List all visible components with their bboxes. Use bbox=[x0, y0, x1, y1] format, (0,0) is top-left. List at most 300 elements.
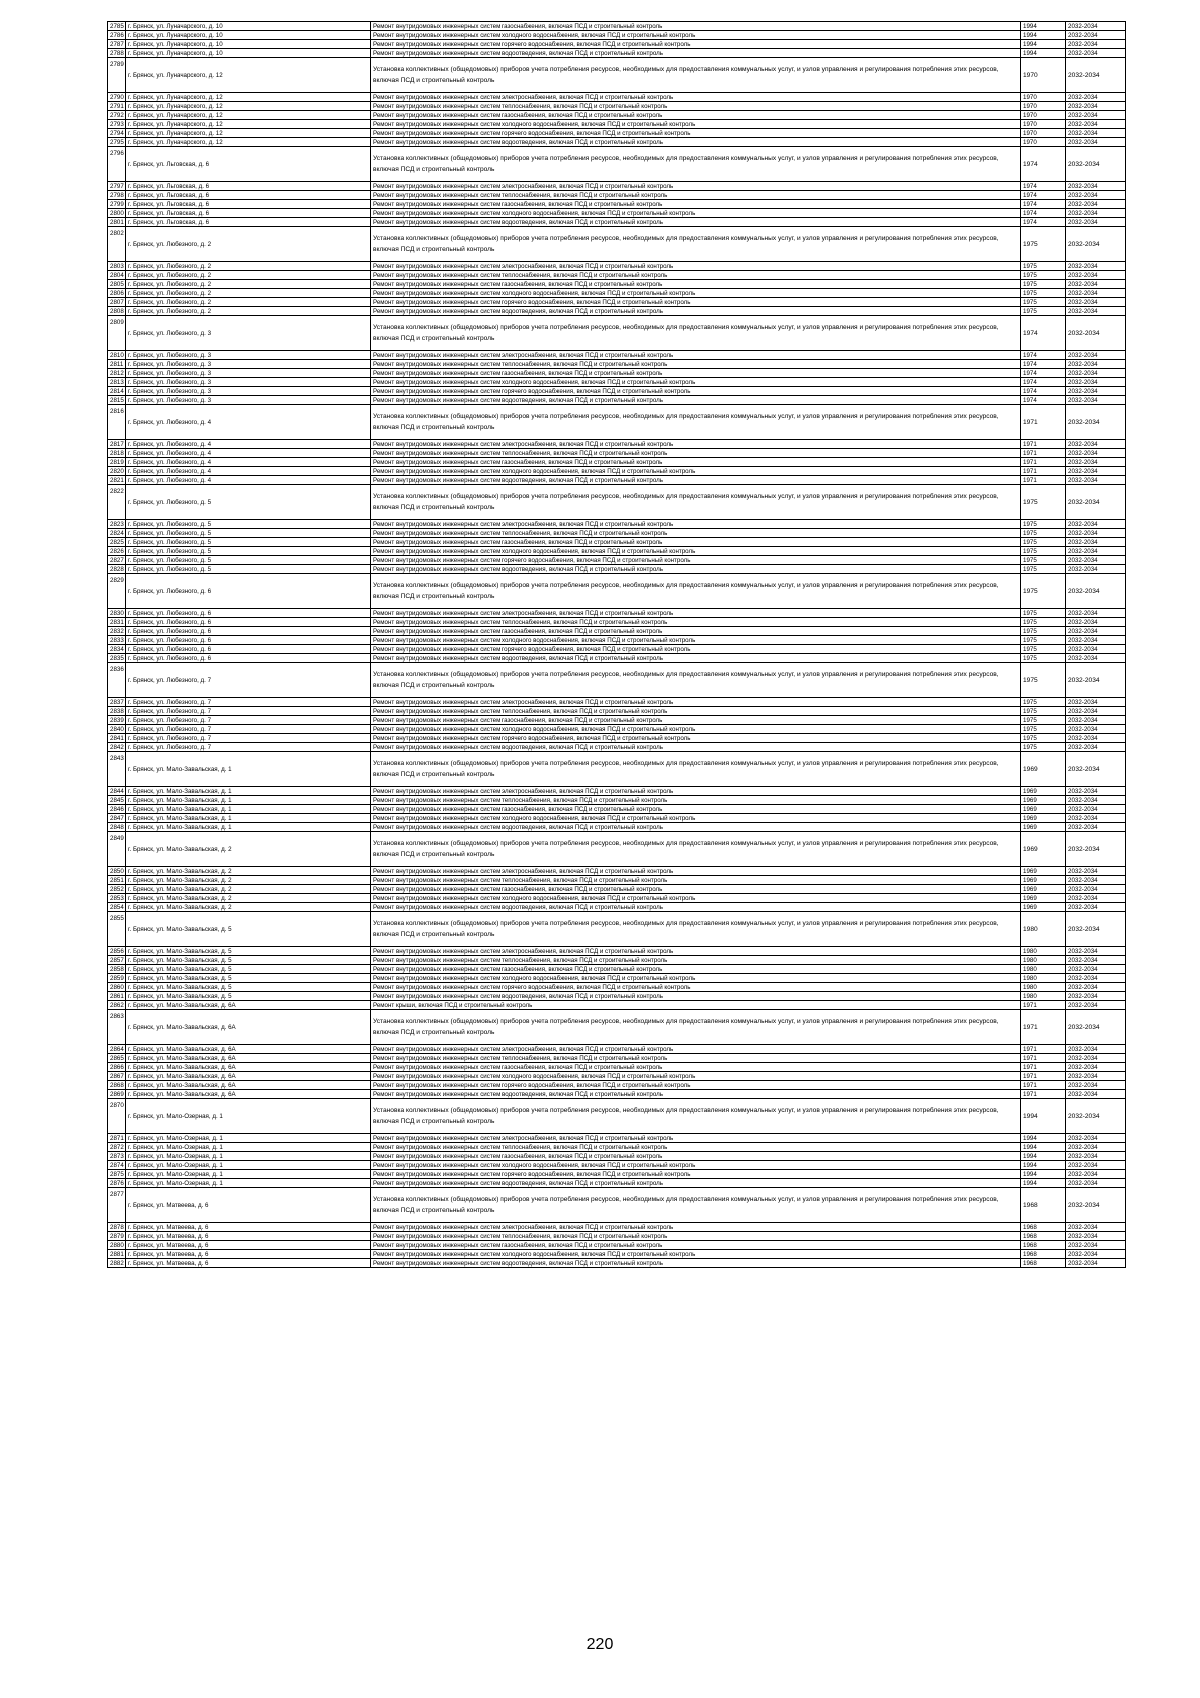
period-cell: 2032-2034 bbox=[1066, 965, 1126, 974]
table-row bbox=[108, 1081, 1126, 1090]
row-number: 2804 bbox=[108, 271, 126, 280]
row-number: 2840 bbox=[108, 725, 126, 734]
build-year-cell: 1975 bbox=[1021, 271, 1066, 280]
work-type-cell: Ремонт внутридомовых инженерных систем холодного водоснабжения, включая ПСД и строительный контроль bbox=[371, 378, 1021, 387]
period-cell: 2032-2034 bbox=[1066, 1099, 1126, 1134]
work-type-cell: Ремонт внутридомовых инженерных систем электроснабжения, включая ПСД и строительный контроль bbox=[371, 351, 1021, 360]
table-row bbox=[108, 1188, 1126, 1223]
address-cell: г. Брянск, ул. Любезного, д. 5 bbox=[126, 529, 371, 538]
table-row bbox=[108, 529, 1126, 538]
address-cell: г. Брянск, ул. Матвеева, д. 6 bbox=[126, 1250, 371, 1259]
address-cell: г. Брянск, ул. Любезного, д. 4 bbox=[126, 405, 371, 440]
period-cell: 2032-2034 bbox=[1066, 547, 1126, 556]
build-year-cell: 1970 bbox=[1021, 129, 1066, 138]
table-row bbox=[108, 947, 1126, 956]
period-cell: 2032-2034 bbox=[1066, 1063, 1126, 1072]
row-number: 2855 bbox=[108, 912, 126, 947]
work-type-cell: Ремонт внутридомовых инженерных систем холодного водоснабжения, включая ПСД и строительный контроль bbox=[371, 1161, 1021, 1170]
row-number: 2802 bbox=[108, 227, 126, 262]
work-type-cell: Ремонт внутридомовых инженерных систем горячего водоснабжения, включая ПСД и строительный контроль bbox=[371, 734, 1021, 743]
period-cell: 2032-2034 bbox=[1066, 191, 1126, 200]
period-cell: 2032-2034 bbox=[1066, 298, 1126, 307]
address-cell: г. Брянск, ул. Льговская, д. 6 bbox=[126, 209, 371, 218]
work-type-cell: Ремонт внутридомовых инженерных систем газоснабжения, включая ПСД и строительный контроль bbox=[371, 885, 1021, 894]
work-type-cell: Ремонт внутридомовых инженерных систем теплоснабжения, включая ПСД и строительный контроль bbox=[371, 102, 1021, 111]
address-cell: г. Брянск, ул. Мало-Завальская, д. 2 bbox=[126, 894, 371, 903]
address-cell: г. Брянск, ул. Мало-Завальская, д. 1 bbox=[126, 796, 371, 805]
row-number: 2815 bbox=[108, 396, 126, 405]
work-type-cell: Ремонт внутридомовых инженерных систем электроснабжения, включая ПСД и строительный контроль bbox=[371, 520, 1021, 529]
period-cell: 2032-2034 bbox=[1066, 1045, 1126, 1054]
address-cell: г. Брянск, ул. Мало-Озерная, д. 1 bbox=[126, 1152, 371, 1161]
row-number: 2827 bbox=[108, 556, 126, 565]
period-cell: 2032-2034 bbox=[1066, 663, 1126, 698]
build-year-cell: 1975 bbox=[1021, 547, 1066, 556]
work-type-cell: Установка коллективных (общедомовых) приборов учета потребления ресурсов, необходимых для предоставления коммунальных услуг, и узлов управления и регулирования потребления этих ресурсов, включая ПСД и строительный контроль bbox=[371, 574, 1021, 609]
row-number: 2882 bbox=[108, 1259, 126, 1268]
work-type-cell: Ремонт внутридомовых инженерных систем теплоснабжения, включая ПСД и строительный контроль bbox=[371, 618, 1021, 627]
row-number: 2872 bbox=[108, 1143, 126, 1152]
work-type-cell: Установка коллективных (общедомовых) приборов учета потребления ресурсов, необходимых для предоставления коммунальных услуг, и узлов управления и регулирования потребления этих ресурсов, включая ПСД и строительный контроль bbox=[371, 316, 1021, 351]
row-number: 2822 bbox=[108, 485, 126, 520]
table-row bbox=[108, 787, 1126, 796]
period-cell: 2032-2034 bbox=[1066, 440, 1126, 449]
build-year-cell: 1975 bbox=[1021, 645, 1066, 654]
row-number: 2859 bbox=[108, 974, 126, 983]
work-type-cell: Ремонт внутридомовых инженерных систем электроснабжения, включая ПСД и строительный контроль bbox=[371, 947, 1021, 956]
address-cell: г. Брянск, ул. Любезного, д. 5 bbox=[126, 538, 371, 547]
period-cell: 2032-2034 bbox=[1066, 1081, 1126, 1090]
period-cell: 2032-2034 bbox=[1066, 476, 1126, 485]
build-year-cell: 1975 bbox=[1021, 734, 1066, 743]
build-year-cell: 1980 bbox=[1021, 965, 1066, 974]
period-cell: 2032-2034 bbox=[1066, 894, 1126, 903]
period-cell: 2032-2034 bbox=[1066, 1072, 1126, 1081]
table-row bbox=[108, 396, 1126, 405]
work-type-cell: Ремонт внутридомовых инженерных систем электроснабжения, включая ПСД и строительный контроль bbox=[371, 698, 1021, 707]
address-cell: г. Брянск, ул. Матвеева, д. 6 bbox=[126, 1241, 371, 1250]
table-row bbox=[108, 476, 1126, 485]
row-number: 2811 bbox=[108, 360, 126, 369]
address-cell: г. Брянск, ул. Любезного, д. 7 bbox=[126, 734, 371, 743]
build-year-cell: 1975 bbox=[1021, 538, 1066, 547]
table-row bbox=[108, 1134, 1126, 1143]
period-cell: 2032-2034 bbox=[1066, 796, 1126, 805]
table-row bbox=[108, 182, 1126, 191]
table-row bbox=[108, 351, 1126, 360]
table-row bbox=[108, 983, 1126, 992]
row-number: 2823 bbox=[108, 520, 126, 529]
table-row bbox=[108, 485, 1126, 520]
period-cell: 2032-2034 bbox=[1066, 93, 1126, 102]
period-cell: 2032-2034 bbox=[1066, 1250, 1126, 1259]
period-cell: 2032-2034 bbox=[1066, 147, 1126, 182]
period-cell: 2032-2034 bbox=[1066, 627, 1126, 636]
row-number: 2814 bbox=[108, 387, 126, 396]
build-year-cell: 1974 bbox=[1021, 200, 1066, 209]
table-row bbox=[108, 1143, 1126, 1152]
build-year-cell: 1968 bbox=[1021, 1223, 1066, 1232]
period-cell: 2032-2034 bbox=[1066, 449, 1126, 458]
work-type-cell: Ремонт внутридомовых инженерных систем водоотведения, включая ПСД и строительный контроль bbox=[371, 823, 1021, 832]
period-cell: 2032-2034 bbox=[1066, 111, 1126, 120]
row-number: 2842 bbox=[108, 743, 126, 752]
row-number: 2851 bbox=[108, 876, 126, 885]
address-cell: г. Брянск, ул. Любезного, д. 4 bbox=[126, 458, 371, 467]
period-cell: 2032-2034 bbox=[1066, 565, 1126, 574]
period-cell: 2032-2034 bbox=[1066, 387, 1126, 396]
build-year-cell: 1994 bbox=[1021, 49, 1066, 58]
address-cell: г. Брянск, ул. Любезного, д. 4 bbox=[126, 476, 371, 485]
period-cell: 2032-2034 bbox=[1066, 31, 1126, 40]
row-number: 2852 bbox=[108, 885, 126, 894]
row-number: 2845 bbox=[108, 796, 126, 805]
document-sheet bbox=[107, 21, 1126, 1268]
row-number: 2798 bbox=[108, 191, 126, 200]
row-number: 2824 bbox=[108, 529, 126, 538]
build-year-cell: 1971 bbox=[1021, 1081, 1066, 1090]
row-number: 2801 bbox=[108, 218, 126, 227]
build-year-cell: 1971 bbox=[1021, 1045, 1066, 1054]
address-cell: г. Брянск, ул. Любезного, д. 2 bbox=[126, 307, 371, 316]
period-cell: 2032-2034 bbox=[1066, 227, 1126, 262]
build-year-cell: 1974 bbox=[1021, 378, 1066, 387]
period-cell: 2032-2034 bbox=[1066, 574, 1126, 609]
work-type-cell: Ремонт внутридомовых инженерных систем теплоснабжения, включая ПСД и строительный контроль bbox=[371, 271, 1021, 280]
build-year-cell: 1969 bbox=[1021, 814, 1066, 823]
period-cell: 2032-2034 bbox=[1066, 867, 1126, 876]
address-cell: г. Брянск, ул. Любезного, д. 2 bbox=[126, 227, 371, 262]
build-year-cell: 1974 bbox=[1021, 191, 1066, 200]
row-number: 2848 bbox=[108, 823, 126, 832]
build-year-cell: 1975 bbox=[1021, 654, 1066, 663]
row-number: 2854 bbox=[108, 903, 126, 912]
row-number: 2828 bbox=[108, 565, 126, 574]
address-cell: г. Брянск, ул. Любезного, д. 7 bbox=[126, 663, 371, 698]
table-row bbox=[108, 556, 1126, 565]
build-year-cell: 1970 bbox=[1021, 138, 1066, 147]
period-cell: 2032-2034 bbox=[1066, 49, 1126, 58]
address-cell: г. Брянск, ул. Мало-Завальская, д. 5 bbox=[126, 983, 371, 992]
build-year-cell: 1975 bbox=[1021, 636, 1066, 645]
period-cell: 2032-2034 bbox=[1066, 992, 1126, 1001]
row-number: 2876 bbox=[108, 1179, 126, 1188]
table-row bbox=[108, 1152, 1126, 1161]
table-row bbox=[108, 707, 1126, 716]
build-year-cell: 1975 bbox=[1021, 298, 1066, 307]
row-number: 2864 bbox=[108, 1045, 126, 1054]
table-row bbox=[108, 538, 1126, 547]
work-type-cell: Ремонт внутридомовых инженерных систем водоотведения, включая ПСД и строительный контроль bbox=[371, 307, 1021, 316]
address-cell: г. Брянск, ул. Любезного, д. 7 bbox=[126, 698, 371, 707]
work-type-cell: Ремонт внутридомовых инженерных систем теплоснабжения, включая ПСД и строительный контроль bbox=[371, 529, 1021, 538]
table-row bbox=[108, 1179, 1126, 1188]
build-year-cell: 1980 bbox=[1021, 912, 1066, 947]
table-row bbox=[108, 191, 1126, 200]
work-type-cell: Ремонт внутридомовых инженерных систем горячего водоснабжения, включая ПСД и строительный контроль bbox=[371, 298, 1021, 307]
address-cell: г. Брянск, ул. Льговская, д. 6 bbox=[126, 200, 371, 209]
address-cell: г. Брянск, ул. Любезного, д. 6 bbox=[126, 636, 371, 645]
build-year-cell: 1969 bbox=[1021, 894, 1066, 903]
address-cell: г. Брянск, ул. Любезного, д. 2 bbox=[126, 262, 371, 271]
address-cell: г. Брянск, ул. Луначарского, д. 12 bbox=[126, 120, 371, 129]
row-number: 2839 bbox=[108, 716, 126, 725]
row-number: 2810 bbox=[108, 351, 126, 360]
period-cell: 2032-2034 bbox=[1066, 654, 1126, 663]
build-year-cell: 1974 bbox=[1021, 182, 1066, 191]
period-cell: 2032-2034 bbox=[1066, 1054, 1126, 1063]
build-year-cell: 1994 bbox=[1021, 31, 1066, 40]
row-number: 2868 bbox=[108, 1081, 126, 1090]
row-number: 2849 bbox=[108, 832, 126, 867]
address-cell: г. Брянск, ул. Любезного, д. 6 bbox=[126, 618, 371, 627]
period-cell: 2032-2034 bbox=[1066, 805, 1126, 814]
work-type-cell: Установка коллективных (общедомовых) приборов учета потребления ресурсов, необходимых для предоставления коммунальных услуг, и узлов управления и регулирования потребления этих ресурсов, включая ПСД и строительный контроль bbox=[371, 405, 1021, 440]
build-year-cell: 1980 bbox=[1021, 983, 1066, 992]
table-row bbox=[108, 102, 1126, 111]
build-year-cell: 1975 bbox=[1021, 280, 1066, 289]
table-row bbox=[108, 609, 1126, 618]
row-number: 2816 bbox=[108, 405, 126, 440]
work-type-cell: Ремонт внутридомовых инженерных систем газоснабжения, включая ПСД и строительный контроль bbox=[371, 805, 1021, 814]
address-cell: г. Брянск, ул. Любезного, д. 4 bbox=[126, 467, 371, 476]
build-year-cell: 1994 bbox=[1021, 1152, 1066, 1161]
work-type-cell: Ремонт внутридомовых инженерных систем холодного водоснабжения, включая ПСД и строительный контроль bbox=[371, 894, 1021, 903]
work-type-cell: Ремонт внутридомовых инженерных систем водоотведения, включая ПСД и строительный контроль bbox=[371, 1259, 1021, 1268]
period-cell: 2032-2034 bbox=[1066, 369, 1126, 378]
build-year-cell: 1994 bbox=[1021, 1161, 1066, 1170]
period-cell: 2032-2034 bbox=[1066, 58, 1126, 93]
table-row bbox=[108, 271, 1126, 280]
build-year-cell: 1980 bbox=[1021, 947, 1066, 956]
period-cell: 2032-2034 bbox=[1066, 725, 1126, 734]
address-cell: г. Брянск, ул. Любезного, д. 6 bbox=[126, 645, 371, 654]
period-cell: 2032-2034 bbox=[1066, 832, 1126, 867]
table-row bbox=[108, 467, 1126, 476]
work-type-cell: Ремонт внутридомовых инженерных систем теплоснабжения, включая ПСД и строительный контроль bbox=[371, 876, 1021, 885]
address-cell: г. Брянск, ул. Мало-Завальская, д. 1 bbox=[126, 787, 371, 796]
row-number: 2862 bbox=[108, 1001, 126, 1010]
build-year-cell: 1971 bbox=[1021, 1001, 1066, 1010]
period-cell: 2032-2034 bbox=[1066, 271, 1126, 280]
table-row bbox=[108, 627, 1126, 636]
build-year-cell: 1971 bbox=[1021, 467, 1066, 476]
build-year-cell: 1975 bbox=[1021, 485, 1066, 520]
work-type-cell: Ремонт внутридомовых инженерных систем горячего водоснабжения, включая ПСД и строительный контроль bbox=[371, 645, 1021, 654]
build-year-cell: 1971 bbox=[1021, 405, 1066, 440]
row-number: 2875 bbox=[108, 1170, 126, 1179]
work-type-cell: Установка коллективных (общедомовых) приборов учета потребления ресурсов, необходимых для предоставления коммунальных услуг, и узлов управления и регулирования потребления этих ресурсов, включая ПСД и строительный контроль bbox=[371, 227, 1021, 262]
row-number: 2867 bbox=[108, 1072, 126, 1081]
row-number: 2821 bbox=[108, 476, 126, 485]
work-type-cell: Ремонт внутридомовых инженерных систем водоотведения, включая ПСД и строительный контроль bbox=[371, 565, 1021, 574]
row-number: 2795 bbox=[108, 138, 126, 147]
table-row bbox=[108, 316, 1126, 351]
work-type-cell: Ремонт внутридомовых инженерных систем водоотведения, включая ПСД и строительный контроль bbox=[371, 396, 1021, 405]
work-type-cell: Ремонт внутридомовых инженерных систем холодного водоснабжения, включая ПСД и строительный контроль bbox=[371, 547, 1021, 556]
address-cell: г. Брянск, ул. Мало-Завальская, д. 6А bbox=[126, 1010, 371, 1045]
table-row bbox=[108, 1259, 1126, 1268]
row-number: 2833 bbox=[108, 636, 126, 645]
build-year-cell: 1970 bbox=[1021, 58, 1066, 93]
build-year-cell: 1975 bbox=[1021, 574, 1066, 609]
period-cell: 2032-2034 bbox=[1066, 102, 1126, 111]
period-cell: 2032-2034 bbox=[1066, 485, 1126, 520]
period-cell: 2032-2034 bbox=[1066, 529, 1126, 538]
address-cell: г. Брянск, ул. Любезного, д. 7 bbox=[126, 716, 371, 725]
build-year-cell: 1970 bbox=[1021, 111, 1066, 120]
row-number: 2791 bbox=[108, 102, 126, 111]
row-number: 2806 bbox=[108, 289, 126, 298]
work-type-cell: Ремонт внутридомовых инженерных систем водоотведения, включая ПСД и строительный контроль bbox=[371, 138, 1021, 147]
work-type-cell: Установка коллективных (общедомовых) приборов учета потребления ресурсов, необходимых для предоставления коммунальных услуг, и узлов управления и регулирования потребления этих ресурсов, включая ПСД и строительный контроль bbox=[371, 752, 1021, 787]
row-number: 2789 bbox=[108, 58, 126, 93]
work-type-cell: Установка коллективных (общедомовых) приборов учета потребления ресурсов, необходимых для предоставления коммунальных услуг, и узлов управления и регулирования потребления этих ресурсов, включая ПСД и строительный контроль bbox=[371, 1010, 1021, 1045]
address-cell: г. Брянск, ул. Мало-Завальская, д. 1 bbox=[126, 752, 371, 787]
table-row bbox=[108, 218, 1126, 227]
address-cell: г. Брянск, ул. Мало-Завальская, д. 2 bbox=[126, 832, 371, 867]
row-number: 2877 bbox=[108, 1188, 126, 1223]
row-number: 2856 bbox=[108, 947, 126, 956]
period-cell: 2032-2034 bbox=[1066, 1010, 1126, 1045]
work-type-cell: Установка коллективных (общедомовых) приборов учета потребления ресурсов, необходимых для предоставления коммунальных услуг, и узлов управления и регулирования потребления этих ресурсов, включая ПСД и строительный контроль bbox=[371, 1188, 1021, 1223]
table-row bbox=[108, 645, 1126, 654]
table-row bbox=[108, 31, 1126, 40]
address-cell: г. Брянск, ул. Мало-Завальская, д. 5 bbox=[126, 956, 371, 965]
build-year-cell: 1968 bbox=[1021, 1188, 1066, 1223]
build-year-cell: 1968 bbox=[1021, 1250, 1066, 1259]
period-cell: 2032-2034 bbox=[1066, 974, 1126, 983]
address-cell: г. Брянск, ул. Луначарского, д. 10 bbox=[126, 31, 371, 40]
build-year-cell: 1974 bbox=[1021, 387, 1066, 396]
work-type-cell: Ремонт внутридомовых инженерных систем горячего водоснабжения, включая ПСД и строительный контроль bbox=[371, 1081, 1021, 1090]
work-type-cell: Ремонт внутридомовых инженерных систем электроснабжения, включая ПСД и строительный контроль bbox=[371, 787, 1021, 796]
work-type-cell: Ремонт внутридомовых инженерных систем газоснабжения, включая ПСД и строительный контроль bbox=[371, 200, 1021, 209]
build-year-cell: 1971 bbox=[1021, 1063, 1066, 1072]
period-cell: 2032-2034 bbox=[1066, 609, 1126, 618]
build-year-cell: 1975 bbox=[1021, 743, 1066, 752]
work-type-cell: Установка коллективных (общедомовых) приборов учета потребления ресурсов, необходимых для предоставления коммунальных услуг, и узлов управления и регулирования потребления этих ресурсов, включая ПСД и строительный контроль bbox=[371, 485, 1021, 520]
table-row bbox=[108, 129, 1126, 138]
period-cell: 2032-2034 bbox=[1066, 636, 1126, 645]
table-row bbox=[108, 974, 1126, 983]
page-number: 220 bbox=[586, 1636, 614, 1653]
table-row bbox=[108, 734, 1126, 743]
row-number: 2853 bbox=[108, 894, 126, 903]
address-cell: г. Брянск, ул. Мало-Завальская, д. 2 bbox=[126, 885, 371, 894]
row-number: 2858 bbox=[108, 965, 126, 974]
work-type-cell: Ремонт внутридомовых инженерных систем холодного водоснабжения, включая ПСД и строительный контроль bbox=[371, 974, 1021, 983]
row-number: 2836 bbox=[108, 663, 126, 698]
build-year-cell: 1969 bbox=[1021, 752, 1066, 787]
address-cell: г. Брянск, ул. Луначарского, д. 12 bbox=[126, 129, 371, 138]
row-number: 2803 bbox=[108, 262, 126, 271]
address-cell: г. Брянск, ул. Луначарского, д. 10 bbox=[126, 22, 371, 31]
build-year-cell: 1975 bbox=[1021, 289, 1066, 298]
address-cell: г. Брянск, ул. Льговская, д. 6 bbox=[126, 191, 371, 200]
table-row bbox=[108, 636, 1126, 645]
work-type-cell: Ремонт внутридомовых инженерных систем холодного водоснабжения, включая ПСД и строительный контроль bbox=[371, 209, 1021, 218]
address-cell: г. Брянск, ул. Любезного, д. 5 bbox=[126, 485, 371, 520]
build-year-cell: 1975 bbox=[1021, 716, 1066, 725]
table-row bbox=[108, 227, 1126, 262]
work-type-cell: Ремонт внутридомовых инженерных систем горячего водоснабжения, включая ПСД и строительный контроль bbox=[371, 129, 1021, 138]
row-number: 2793 bbox=[108, 120, 126, 129]
build-year-cell: 1975 bbox=[1021, 529, 1066, 538]
table-row bbox=[108, 743, 1126, 752]
period-cell: 2032-2034 bbox=[1066, 1001, 1126, 1010]
build-year-cell: 1994 bbox=[1021, 22, 1066, 31]
address-cell: г. Брянск, ул. Любезного, д. 5 bbox=[126, 547, 371, 556]
period-cell: 2032-2034 bbox=[1066, 814, 1126, 823]
row-number: 2878 bbox=[108, 1223, 126, 1232]
row-number: 2812 bbox=[108, 369, 126, 378]
work-type-cell: Ремонт внутридомовых инженерных систем холодного водоснабжения, включая ПСД и строительный контроль bbox=[371, 725, 1021, 734]
address-cell: г. Брянск, ул. Мало-Озерная, д. 1 bbox=[126, 1134, 371, 1143]
work-type-cell: Установка коллективных (общедомовых) приборов учета потребления ресурсов, необходимых для предоставления коммунальных услуг, и узлов управления и регулирования потребления этих ресурсов, включая ПСД и строительный контроль bbox=[371, 1099, 1021, 1134]
period-cell: 2032-2034 bbox=[1066, 538, 1126, 547]
table-row bbox=[108, 805, 1126, 814]
period-cell: 2032-2034 bbox=[1066, 983, 1126, 992]
address-cell: г. Брянск, ул. Льговская, д. 6 bbox=[126, 182, 371, 191]
row-number: 2826 bbox=[108, 547, 126, 556]
build-year-cell: 1980 bbox=[1021, 974, 1066, 983]
build-year-cell: 1975 bbox=[1021, 227, 1066, 262]
work-type-cell: Ремонт внутридомовых инженерных систем газоснабжения, включая ПСД и строительный контроль bbox=[371, 1063, 1021, 1072]
period-cell: 2032-2034 bbox=[1066, 734, 1126, 743]
address-cell: г. Брянск, ул. Мало-Завальская, д. 1 bbox=[126, 805, 371, 814]
period-cell: 2032-2034 bbox=[1066, 378, 1126, 387]
work-type-cell: Ремонт внутридомовых инженерных систем электроснабжения, включая ПСД и строительный контроль bbox=[371, 93, 1021, 102]
table-row bbox=[108, 912, 1126, 947]
table-body bbox=[108, 22, 1126, 1268]
row-number: 2819 bbox=[108, 458, 126, 467]
row-number: 2807 bbox=[108, 298, 126, 307]
period-cell: 2032-2034 bbox=[1066, 129, 1126, 138]
table-row bbox=[108, 956, 1126, 965]
table-row bbox=[108, 965, 1126, 974]
period-cell: 2032-2034 bbox=[1066, 307, 1126, 316]
work-type-cell: Ремонт внутридомовых инженерных систем водоотведения, включая ПСД и строительный контроль bbox=[371, 743, 1021, 752]
work-type-cell: Ремонт крыши, включая ПСД и строительный контроль bbox=[371, 1001, 1021, 1010]
row-number: 2871 bbox=[108, 1134, 126, 1143]
address-cell: г. Брянск, ул. Льговская, д. 6 bbox=[126, 147, 371, 182]
period-cell: 2032-2034 bbox=[1066, 823, 1126, 832]
row-number: 2817 bbox=[108, 440, 126, 449]
build-year-cell: 1970 bbox=[1021, 102, 1066, 111]
row-number: 2786 bbox=[108, 31, 126, 40]
address-cell: г. Брянск, ул. Луначарского, д. 10 bbox=[126, 40, 371, 49]
build-year-cell: 1975 bbox=[1021, 698, 1066, 707]
period-cell: 2032-2034 bbox=[1066, 182, 1126, 191]
work-type-cell: Установка коллективных (общедомовых) приборов учета потребления ресурсов, необходимых для предоставления коммунальных услуг, и узлов управления и регулирования потребления этих ресурсов, включая ПСД и строительный контроль bbox=[371, 58, 1021, 93]
row-number: 2787 bbox=[108, 40, 126, 49]
period-cell: 2032-2034 bbox=[1066, 645, 1126, 654]
build-year-cell: 1974 bbox=[1021, 396, 1066, 405]
work-type-cell: Ремонт внутридомовых инженерных систем холодного водоснабжения, включая ПСД и строительный контроль bbox=[371, 1250, 1021, 1259]
table-row bbox=[108, 280, 1126, 289]
row-number: 2835 bbox=[108, 654, 126, 663]
period-cell: 2032-2034 bbox=[1066, 200, 1126, 209]
address-cell: г. Брянск, ул. Любезного, д. 2 bbox=[126, 280, 371, 289]
row-number: 2818 bbox=[108, 449, 126, 458]
table-row bbox=[108, 1223, 1126, 1232]
build-year-cell: 1975 bbox=[1021, 262, 1066, 271]
table-row bbox=[108, 814, 1126, 823]
build-year-cell: 1971 bbox=[1021, 440, 1066, 449]
build-year-cell: 1974 bbox=[1021, 218, 1066, 227]
row-number: 2825 bbox=[108, 538, 126, 547]
